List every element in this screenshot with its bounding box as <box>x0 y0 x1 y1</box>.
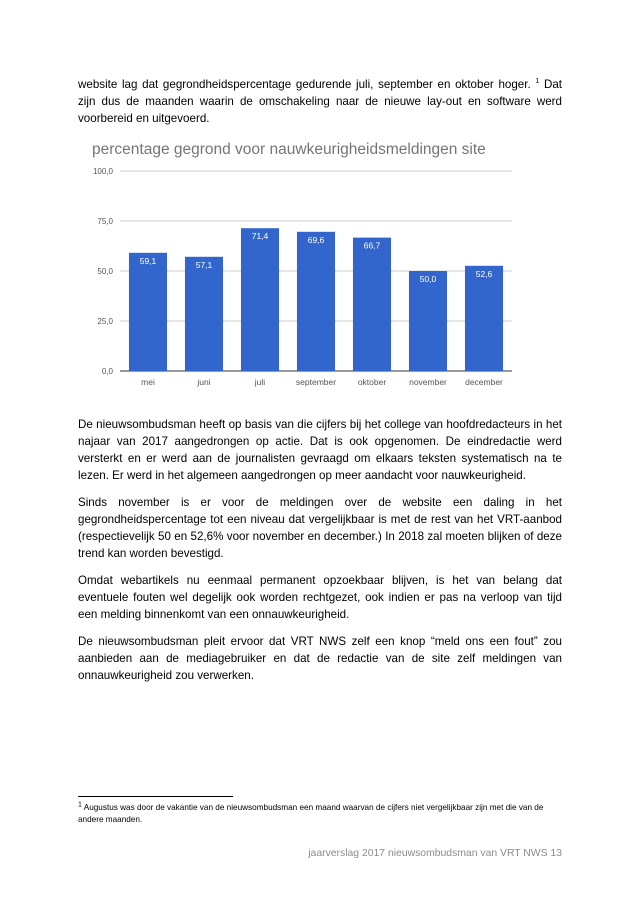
bars <box>129 228 503 371</box>
footnote-number: 1 <box>78 801 82 809</box>
intro-paragraph <box>78 76 562 127</box>
footnote <box>78 802 568 826</box>
bar-juni <box>185 257 223 371</box>
x-tick-label: oktober <box>357 377 387 387</box>
bar-value-label: 57,1 <box>195 259 213 270</box>
y-tick-label: 0,0 <box>101 367 113 376</box>
x-tick-label: mei <box>141 377 155 387</box>
intro-text: website lag dat gegrondheidspercentage gedurende juli, september en oktober hoger. <box>78 78 531 91</box>
bar-value-label: 66,7 <box>363 240 381 251</box>
paragraph-rechtzetting: Omdat webartikels nu eenmaal permanent opzoekbaar blijven, is het van belang dat eventuele fouten wel degelijk ook worden rechtgezet, ook indien er pas na verloop van tijd een melding binnenkomt van een onnauwkeurigheid. <box>78 574 562 621</box>
paragraph-actie: De nieuwsombudsman heeft op basis van die cijfers bij het college van hoofdredacteurs in het najaar van 2017 aangedrongen op actie. Dat is ook opgenomen. De eindredactie werd versterkt en er werd aan de journalisten gevraagd om elkaars teksten systematisch na te lezen. Er werd in het algemeen aangedrongen op meer aandacht voor nauwkeurigheid. <box>78 418 562 482</box>
bar-value-label: 52,6 <box>475 268 493 279</box>
x-tick-label: juni <box>197 377 211 387</box>
footer-text: jaarverslag 2017 nieuwsombudsman van VRT NWS <box>308 848 548 859</box>
x-tick-label: juli <box>254 377 266 387</box>
bar-september <box>297 232 335 371</box>
bar-value-label: 69,6 <box>307 234 325 245</box>
y-tick-label: 75,0 <box>97 217 113 226</box>
bar-chart <box>78 128 528 396</box>
y-axis-ticks <box>93 167 114 376</box>
y-tick-label: 25,0 <box>97 317 113 326</box>
bar-mei <box>129 253 167 371</box>
intro-text-continued: Dat zijn dus de maanden waarin de omschakeling naar de nieuwe lay-out en software werd voorbereid en uitgevoerd. <box>78 78 562 125</box>
x-tick-label: september <box>295 377 337 387</box>
x-axis-ticks <box>141 377 503 387</box>
bar-december <box>465 266 503 371</box>
chart-title: percentage gegrond voor nauwkeurigheidsmeldingen site <box>92 141 486 158</box>
bar-juli <box>241 228 279 371</box>
footnote-text: Augustus was door de vakantie van de nieuwsombudsman een maand waarvan de cijfers niet vergelijkbaar zijn met die van de andere maanden. <box>78 803 544 824</box>
bar-oktober <box>353 238 391 371</box>
footnote-reference[interactable]: 1 <box>535 78 540 86</box>
bar-value-label: 50,0 <box>419 274 437 284</box>
paragraph-daling: Sinds november is er voor de meldingen over de website een daling in het gegrondheidspercentage tot een niveau dat vergelijkbaar is met de rest van het VRT-aanbod (respectievelijk 50 en 52,6% voor november en december.) In 2018 zal moeten blijken of deze trend kan worden bevestigd. <box>78 496 562 560</box>
page-footer <box>300 848 562 859</box>
bar-november <box>409 271 447 371</box>
x-tick-label: december <box>465 377 503 387</box>
y-tick-label: 50,0 <box>97 267 113 276</box>
paragraph-meld-knop: De nieuwsombudsman pleit ervoor dat VRT NWS zelf een knop “meld ons een fout” zou aanbieden aan de mediagebruiker en dat de redactie van de site zelf meldingen van onnauwkeurigheid zou verwerken. <box>78 635 562 682</box>
bar-value-label: 71,4 <box>251 231 269 242</box>
x-tick-label: november <box>409 377 447 387</box>
page-number: 13 <box>550 848 562 859</box>
footnote-divider <box>78 796 233 797</box>
y-tick-label: 100,0 <box>92 167 113 176</box>
bar-value-label: 59,1 <box>139 255 157 266</box>
